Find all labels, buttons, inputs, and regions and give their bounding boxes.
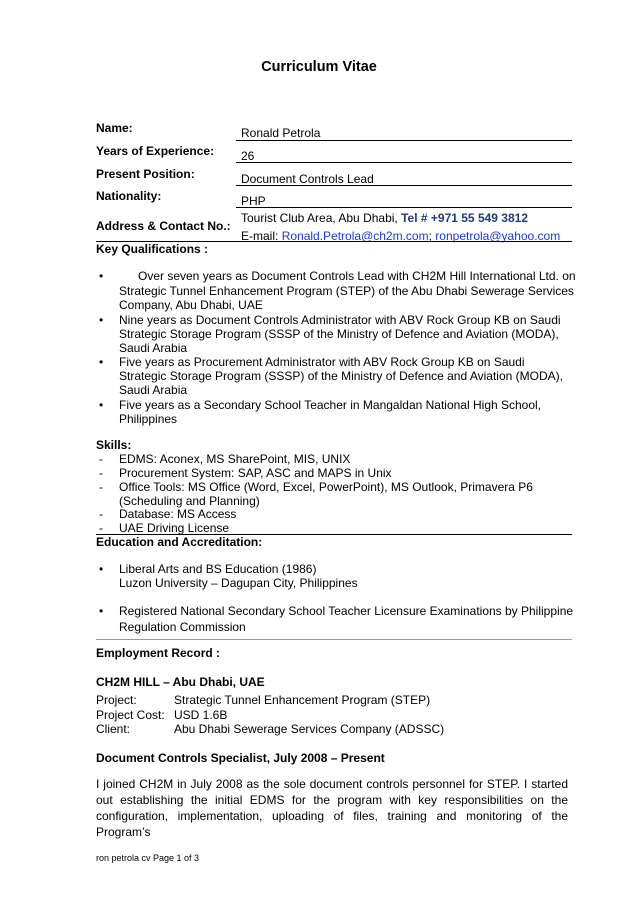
field-value-name: Ronald Petrola [241, 126, 321, 140]
list-item: UAE Driving License [119, 521, 230, 535]
list-item: Five years as a Secondary School Teacher in Mangaldan National High School, [119, 398, 542, 412]
job-position-heading: Document Controls Specialist, July 2008 – Present [96, 751, 385, 765]
field-label-nationality: Nationality: [96, 189, 162, 203]
field-label-address: Address & Contact No.: [96, 219, 231, 233]
list-item: Procurement System: SAP, ASC and MAPS in Unix [119, 466, 392, 480]
dash-icon: - [99, 466, 103, 480]
dash-icon: - [99, 452, 103, 466]
phone-number: Tel # +971 55 549 3812 [401, 211, 528, 225]
list-item: Regulation Commission [119, 620, 246, 634]
company-name: CH2M HILL – Abu Dhabi, UAE [96, 675, 265, 689]
bullet-icon: • [99, 398, 104, 412]
list-item: (Scheduling and Planning) [119, 494, 260, 508]
project-cost-value: USD 1.6B [174, 708, 228, 722]
list-item: Liberal Arts and BS Education (1986) [119, 562, 317, 576]
document-title: Curriculum Vitae [261, 59, 377, 75]
dash-icon: - [99, 480, 103, 494]
list-item: Five years as Procurement Administrator with ABV Rock Group KB on Saudi [119, 355, 525, 369]
address-text: Tourist Club Area, Abu Dhabi, [241, 211, 398, 225]
list-item: Strategic Storage Program (SSSP) of the Ministry of Defence and Aviation (MODA), [119, 369, 563, 383]
list-item: Strategic Storage Program (SSSP of the Ministry of Defence and Aviation (MODA), [119, 327, 559, 341]
project-label: Project: [96, 693, 137, 707]
bullet-icon: • [99, 313, 104, 327]
dash-icon: - [99, 521, 103, 535]
project-cost-label: Project Cost: [96, 708, 165, 722]
dash-icon: - [99, 507, 103, 521]
section-divider [96, 639, 572, 640]
table-divider [236, 185, 572, 186]
email-link-personal[interactable]: ronpetrola@yahoo.com [435, 229, 561, 243]
bullet-icon: • [99, 269, 104, 283]
list-item: Philippines [119, 412, 178, 426]
field-value-experience: 26 [241, 149, 255, 163]
bullet-icon: • [99, 604, 104, 618]
list-item: EDMS: Aconex, MS SharePoint, MIS, UNIX [119, 452, 351, 466]
list-item: Saudi Arabia [119, 341, 188, 355]
list-item: Nine years as Document Controls Administrator with ABV Rock Group KB on Saudi [119, 313, 561, 327]
email-label: E-mail: [241, 229, 279, 243]
project-value: Strategic Tunnel Enhancement Program (STEP) [174, 693, 431, 707]
field-label-name: Name: [96, 121, 133, 135]
client-value: Abu Dhabi Sewerage Services Company (ADSSC) [174, 722, 445, 736]
client-label: Client: [96, 722, 131, 736]
skills-heading: Skills: [96, 438, 132, 452]
bullet-icon: • [99, 355, 104, 369]
field-value-address [241, 211, 528, 225]
field-value-position: Document Controls Lead [241, 172, 374, 186]
employment-heading: Employment Record : [96, 646, 221, 660]
table-divider [236, 140, 572, 141]
email-link-work[interactable]: Ronald.Petrola@ch2m.com [281, 229, 429, 243]
list-item: Office Tools: MS Office (Word, Excel, PowerPoint), MS Outlook, Primavera P6 [119, 480, 533, 494]
field-value-nationality: PHP [241, 194, 266, 208]
field-label-experience: Years of Experience: [96, 144, 215, 158]
list-item: Over seven years as Document Controls Lead with CH2M Hill International Ltd. on [138, 269, 576, 283]
list-item: Saudi Arabia [119, 383, 188, 397]
email-separator: ; [428, 229, 432, 243]
key-qualifications-heading: Key Qualifications : [96, 242, 209, 256]
education-heading: Education and Accreditation: [96, 535, 263, 549]
list-item: Strategic Tunnel Enhancement Program (STEP) of the Abu Dhabi Sewerage Services [119, 284, 574, 298]
table-divider [236, 207, 572, 208]
list-item: Database: MS Access [119, 507, 237, 521]
bullet-icon: • [99, 562, 104, 576]
job-description: I joined CH2M in July 2008 as the sole document controls personnel for STEP. I started out establishing the initial EDMS for the program with key responsibilities on the configuration, implementation, uploading of files, training and monitoring of the Program’s [96, 777, 568, 839]
list-item: Company, Abu Dhabi, UAE [119, 298, 263, 312]
page-footer: ron petrola cv Page 1 of 3 [96, 853, 200, 863]
field-label-position: Present Position: [96, 167, 195, 181]
table-divider [236, 162, 572, 163]
list-item: Luzon University – Dagupan City, Philippines [119, 576, 358, 590]
list-item: Registered National Secondary School Teacher Licensure Examinations by Philippine [119, 604, 574, 618]
